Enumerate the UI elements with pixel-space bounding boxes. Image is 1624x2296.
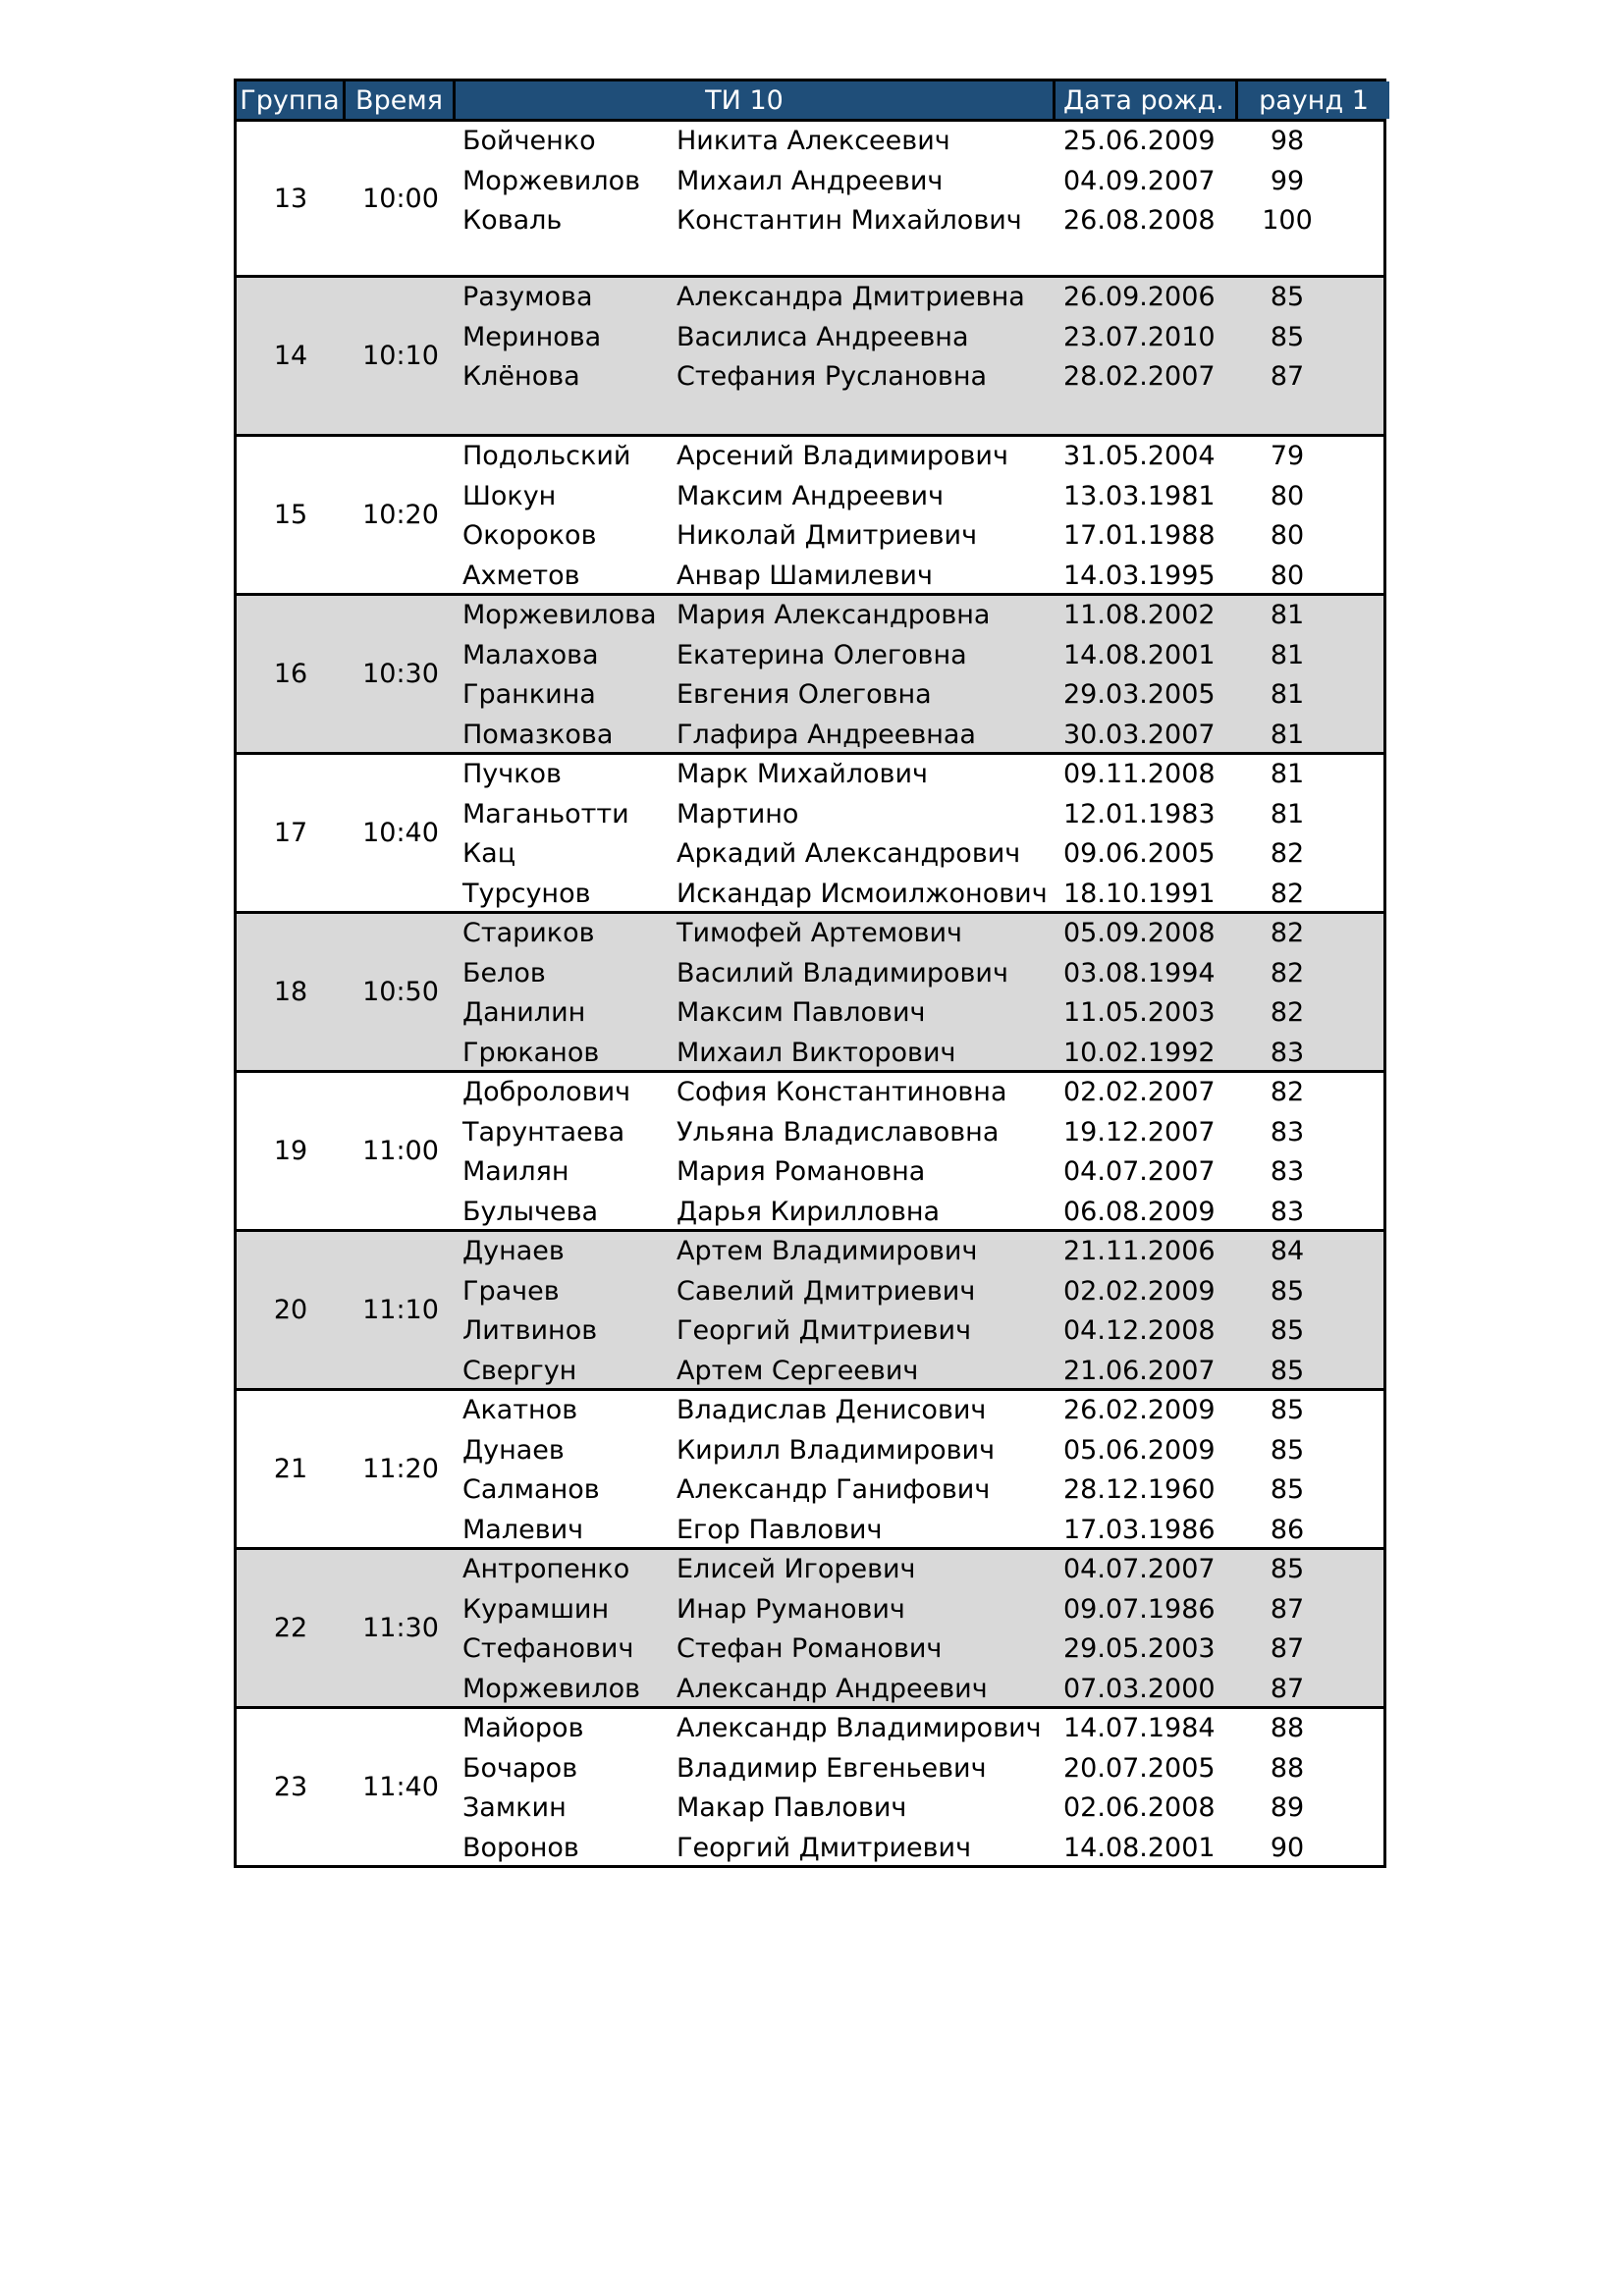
- round-score: 79: [1270, 441, 1305, 471]
- participant-surname: Булычева: [462, 1196, 599, 1227]
- table-row: [237, 278, 1383, 318]
- participant-birthdate: 17.03.1986: [1063, 1514, 1216, 1545]
- table-row: [237, 516, 1383, 557]
- participant-birthdate: 26.02.2009: [1063, 1395, 1216, 1425]
- participant-surname: Воронов: [462, 1832, 579, 1863]
- round-score: 81: [1270, 759, 1305, 789]
- participant-birthdate: 12.01.1983: [1063, 798, 1216, 829]
- table-row: [237, 1829, 1383, 1869]
- group-number: 14: [273, 341, 308, 371]
- participant-surname: Стефанович: [462, 1633, 634, 1664]
- group-block: [234, 1232, 1386, 1391]
- participant-name: Анвар Шамилевич: [677, 560, 933, 591]
- participant-surname: Курамшин: [462, 1593, 610, 1625]
- round-score: 87: [1270, 1673, 1305, 1704]
- round-score: 85: [1270, 321, 1305, 352]
- round-score: 83: [1270, 1116, 1305, 1148]
- round-score: 83: [1270, 1156, 1305, 1187]
- schedule-table: [234, 79, 1386, 1868]
- participant-name: Василий Владимирович: [677, 957, 1008, 988]
- group-time: 11:00: [362, 1136, 439, 1166]
- table-row: [237, 201, 1383, 241]
- round-score: 85: [1270, 1554, 1305, 1584]
- participant-surname: Ахметов: [462, 560, 580, 591]
- round-score: 83: [1270, 1037, 1305, 1068]
- participant-name: Георгий Дмитриевич: [677, 1315, 972, 1346]
- participant-birthdate: 19.12.2007: [1063, 1116, 1216, 1148]
- group-number: 20: [273, 1295, 308, 1325]
- participant-list: [237, 1709, 1383, 1868]
- participant-name: Егор Павлович: [677, 1514, 883, 1545]
- participant-name: Стефания Руслановна: [677, 361, 988, 392]
- participant-surname: Малевич: [462, 1514, 584, 1545]
- participant-birthdate: 29.05.2003: [1063, 1633, 1216, 1664]
- table-row: [237, 834, 1383, 875]
- participant-name: Василиса Андреевна: [677, 321, 969, 352]
- group-time: 11:20: [362, 1454, 439, 1484]
- table-row: [237, 596, 1383, 636]
- table-header: [234, 79, 1386, 122]
- round-score: 80: [1270, 560, 1305, 591]
- participant-surname: Шокун: [462, 480, 557, 511]
- table-row: [237, 636, 1383, 676]
- participant-birthdate: 04.12.2008: [1063, 1315, 1216, 1346]
- round-score: 85: [1270, 1315, 1305, 1346]
- participant-birthdate: 26.08.2008: [1063, 205, 1216, 236]
- round-score: 80: [1270, 520, 1305, 551]
- table-row: [237, 122, 1383, 162]
- participant-surname: Меринова: [462, 321, 602, 352]
- participant-surname: Грюканов: [462, 1037, 600, 1068]
- participant-name: Тимофей Артемович: [677, 918, 963, 948]
- round-score: 81: [1270, 639, 1305, 670]
- participant-birthdate: 05.06.2009: [1063, 1434, 1216, 1466]
- group-number: 17: [273, 818, 308, 848]
- participant-name: Кирилл Владимирович: [677, 1434, 996, 1466]
- group-number: 16: [273, 659, 308, 689]
- round-score: 85: [1270, 1275, 1305, 1307]
- groups-container: [234, 122, 1386, 1868]
- participant-name: Владислав Денисович: [677, 1395, 987, 1425]
- table-row: [237, 1034, 1383, 1074]
- round-score: 89: [1270, 1792, 1305, 1823]
- participant-name: Дарья Кирилловна: [677, 1196, 941, 1227]
- participant-name: Ульяна Владиславовна: [677, 1116, 1000, 1148]
- participant-birthdate: 09.07.1986: [1063, 1593, 1216, 1625]
- participant-birthdate: 20.07.2005: [1063, 1752, 1216, 1784]
- participant-name: Аркадий Александрович: [677, 838, 1021, 869]
- table-row: [237, 875, 1383, 915]
- table-row: [237, 755, 1383, 795]
- participant-surname: Турсунов: [462, 878, 591, 909]
- header-category: ТИ 10: [456, 81, 1056, 119]
- participant-name: Александр Ганифович: [677, 1474, 991, 1505]
- participant-name: Екатерина Олеговна: [677, 639, 967, 670]
- table-row: [237, 1193, 1383, 1233]
- participant-birthdate: 04.07.2007: [1063, 1554, 1216, 1584]
- participant-surname: Замкин: [462, 1792, 567, 1823]
- table-row: [237, 1391, 1383, 1431]
- participant-name: Михаил Андреевич: [677, 165, 944, 196]
- group-block: [234, 1550, 1386, 1709]
- participant-surname: Акатнов: [462, 1395, 578, 1425]
- participant-name: Макар Павлович: [677, 1792, 907, 1823]
- round-score: 82: [1270, 957, 1305, 988]
- table-row: [237, 1152, 1383, 1193]
- group-number: 13: [273, 183, 308, 214]
- participant-surname: Майоров: [462, 1713, 584, 1743]
- round-score: 87: [1270, 1593, 1305, 1625]
- group-time: 10:40: [362, 818, 439, 848]
- participant-surname: Гранкина: [462, 679, 596, 710]
- group-time: 11:30: [362, 1613, 439, 1643]
- table-row: [237, 1352, 1383, 1392]
- participant-name: Марк Михайлович: [677, 759, 928, 789]
- table-row: [237, 1629, 1383, 1670]
- participant-surname: Литвинов: [462, 1315, 598, 1346]
- participant-birthdate: 06.08.2009: [1063, 1196, 1216, 1227]
- participant-birthdate: 21.06.2007: [1063, 1355, 1216, 1386]
- participant-name: София Константиновна: [677, 1077, 1007, 1107]
- round-score: 82: [1270, 878, 1305, 909]
- group-time: 11:10: [362, 1295, 439, 1325]
- participant-name: Александр Владимирович: [677, 1713, 1042, 1743]
- round-score: 85: [1270, 1395, 1305, 1425]
- participant-name: Инар Руманович: [677, 1593, 905, 1625]
- table-row: [237, 1311, 1383, 1352]
- header-group: Группа: [237, 81, 346, 119]
- header-time: Время: [346, 81, 456, 119]
- round-score: 85: [1270, 1474, 1305, 1505]
- group-block: [234, 1709, 1386, 1868]
- round-score: 82: [1270, 838, 1305, 869]
- participant-surname: Дунаев: [462, 1236, 565, 1266]
- participant-surname: Добролович: [462, 1077, 631, 1107]
- group-number: 15: [273, 500, 308, 530]
- participant-birthdate: 21.11.2006: [1063, 1236, 1216, 1266]
- group-time: 10:00: [362, 183, 439, 214]
- round-score: 81: [1270, 600, 1305, 630]
- group-time: 10:50: [362, 977, 439, 1007]
- participant-list: [237, 1073, 1383, 1232]
- group-block: [234, 1073, 1386, 1232]
- group-block: [234, 278, 1386, 437]
- table-row: [237, 477, 1383, 517]
- round-score: 85: [1270, 282, 1305, 312]
- table-row: [237, 1789, 1383, 1829]
- participant-name: Мария Романовна: [677, 1156, 926, 1187]
- participant-birthdate: 04.09.2007: [1063, 165, 1216, 196]
- participant-name: Максим Андреевич: [677, 480, 945, 511]
- round-score: 85: [1270, 1434, 1305, 1466]
- round-score: 84: [1270, 1236, 1305, 1266]
- round-score: 88: [1270, 1752, 1305, 1784]
- participant-birthdate: 30.03.2007: [1063, 719, 1216, 750]
- group-number: 18: [273, 977, 308, 1007]
- participant-surname: Клёнова: [462, 361, 580, 392]
- table-row: [237, 437, 1383, 477]
- participant-name: Артем Сергеевич: [677, 1355, 919, 1386]
- participant-list: [237, 278, 1383, 398]
- participant-birthdate: 14.08.2001: [1063, 639, 1216, 670]
- participant-name: Глафира Андреевнаа: [677, 719, 976, 750]
- table-row: [237, 954, 1383, 994]
- participant-birthdate: 14.03.1995: [1063, 560, 1216, 591]
- round-score: 88: [1270, 1713, 1305, 1743]
- participant-surname: Дунаев: [462, 1434, 565, 1466]
- participant-list: [237, 755, 1383, 914]
- table-row: [237, 318, 1383, 358]
- participant-birthdate: 05.09.2008: [1063, 918, 1216, 948]
- participant-list: [237, 1232, 1383, 1391]
- group-time: 10:20: [362, 500, 439, 530]
- participant-birthdate: 04.07.2007: [1063, 1156, 1216, 1187]
- participant-name: Искандар Исмоилжонович: [677, 878, 1048, 909]
- participant-birthdate: 11.05.2003: [1063, 997, 1216, 1028]
- round-score: 82: [1270, 997, 1305, 1028]
- participant-birthdate: 14.07.1984: [1063, 1713, 1216, 1743]
- group-time: 11:40: [362, 1772, 439, 1802]
- table-row: [237, 914, 1383, 954]
- participant-birthdate: 07.03.2000: [1063, 1673, 1216, 1704]
- round-score: 99: [1270, 165, 1305, 196]
- participant-birthdate: 28.12.1960: [1063, 1474, 1216, 1505]
- participant-surname: Данилин: [462, 997, 586, 1028]
- table-row: [237, 1113, 1383, 1153]
- participant-name: Артем Владимирович: [677, 1236, 978, 1266]
- participant-birthdate: 13.03.1981: [1063, 480, 1216, 511]
- round-score: 81: [1270, 719, 1305, 750]
- participant-name: Елисей Игоревич: [677, 1554, 916, 1584]
- participant-name: Владимир Евгеньевич: [677, 1752, 987, 1784]
- round-score: 81: [1270, 798, 1305, 829]
- group-block: [234, 755, 1386, 914]
- header-round: раунд 1: [1238, 81, 1389, 119]
- table-row: [237, 1590, 1383, 1630]
- group-time: 10:30: [362, 659, 439, 689]
- participant-birthdate: 09.11.2008: [1063, 759, 1216, 789]
- participant-list: [237, 122, 1383, 241]
- group-time: 10:10: [362, 341, 439, 371]
- participant-surname: Разумова: [462, 282, 593, 312]
- participant-birthdate: 14.08.2001: [1063, 1832, 1216, 1863]
- participant-surname: Маганьотти: [462, 798, 629, 829]
- round-score: 100: [1262, 205, 1313, 236]
- participant-surname: Антропенко: [462, 1554, 630, 1584]
- group-block: [234, 122, 1386, 278]
- participant-name: Никита Алексеевич: [677, 126, 950, 156]
- participant-birthdate: 28.02.2007: [1063, 361, 1216, 392]
- group-number: 23: [273, 1772, 308, 1802]
- participant-birthdate: 18.10.1991: [1063, 878, 1216, 909]
- participant-name: Мартино: [677, 798, 799, 829]
- table-row: [237, 1272, 1383, 1312]
- participant-name: Константин Михайлович: [677, 205, 1022, 236]
- table-row: [237, 357, 1383, 398]
- participant-birthdate: 02.02.2009: [1063, 1275, 1216, 1307]
- participant-birthdate: 26.09.2006: [1063, 282, 1216, 312]
- participant-surname: Подольский: [462, 441, 631, 471]
- participant-birthdate: 29.03.2005: [1063, 679, 1216, 710]
- group-block: [234, 1391, 1386, 1550]
- round-score: 81: [1270, 679, 1305, 710]
- group-block: [234, 596, 1386, 755]
- participant-surname: Грачев: [462, 1275, 560, 1307]
- round-score: 80: [1270, 480, 1305, 511]
- table-row: [237, 1431, 1383, 1471]
- table-row: [237, 1670, 1383, 1710]
- participant-birthdate: 17.01.1988: [1063, 520, 1216, 551]
- header-birthdate: Дата рожд.: [1056, 81, 1238, 119]
- table-row: [237, 795, 1383, 835]
- participant-birthdate: 25.06.2009: [1063, 126, 1216, 156]
- round-score: 83: [1270, 1196, 1305, 1227]
- participant-surname: Бочаров: [462, 1752, 578, 1784]
- round-score: 98: [1270, 126, 1305, 156]
- participant-name: Евгения Олеговна: [677, 679, 932, 710]
- table-row: [237, 675, 1383, 716]
- participant-list: [237, 437, 1383, 596]
- participant-name: Максим Павлович: [677, 997, 926, 1028]
- round-score: 87: [1270, 1633, 1305, 1664]
- round-score: 82: [1270, 918, 1305, 948]
- table-row: [237, 1470, 1383, 1511]
- group-block: [234, 437, 1386, 596]
- table-row: [237, 1511, 1383, 1551]
- table-row: [237, 993, 1383, 1034]
- participant-surname: Белов: [462, 957, 546, 988]
- group-number: 22: [273, 1613, 308, 1643]
- table-row: [237, 1073, 1383, 1113]
- round-score: 85: [1270, 1355, 1305, 1386]
- participant-name: Николай Дмитриевич: [677, 520, 978, 551]
- participant-birthdate: 09.06.2005: [1063, 838, 1216, 869]
- table-row: [237, 1709, 1383, 1749]
- participant-name: Арсений Владимирович: [677, 441, 1008, 471]
- participant-surname: Моржевилов: [462, 165, 641, 196]
- participant-name: Михаил Викторович: [677, 1037, 956, 1068]
- participant-surname: Стариков: [462, 918, 595, 948]
- table-row: [237, 1749, 1383, 1789]
- participant-surname: Тарунтаева: [462, 1116, 625, 1148]
- participant-birthdate: 31.05.2004: [1063, 441, 1216, 471]
- table-row: [237, 1232, 1383, 1272]
- group-block: [234, 914, 1386, 1073]
- participant-birthdate: 23.07.2010: [1063, 321, 1216, 352]
- participant-list: [237, 1550, 1383, 1709]
- round-score: 87: [1270, 361, 1305, 392]
- participant-birthdate: 02.06.2008: [1063, 1792, 1216, 1823]
- participant-name: Мария Александровна: [677, 600, 991, 630]
- participant-surname: Помазкова: [462, 719, 614, 750]
- participant-surname: Кац: [462, 838, 516, 869]
- participant-surname: Маилян: [462, 1156, 569, 1187]
- participant-surname: Малахова: [462, 639, 599, 670]
- participant-birthdate: 02.02.2007: [1063, 1077, 1216, 1107]
- group-number: 19: [273, 1136, 308, 1166]
- participant-name: Стефан Романович: [677, 1633, 943, 1664]
- participant-birthdate: 11.08.2002: [1063, 600, 1216, 630]
- participant-birthdate: 03.08.1994: [1063, 957, 1216, 988]
- participant-surname: Пучков: [462, 759, 562, 789]
- participant-list: [237, 1391, 1383, 1550]
- table-row: [237, 162, 1383, 202]
- round-score: 86: [1270, 1514, 1305, 1545]
- table-row: [237, 716, 1383, 756]
- round-score: 82: [1270, 1077, 1305, 1107]
- participant-name: Александр Андреевич: [677, 1673, 988, 1704]
- table-row: [237, 557, 1383, 597]
- participant-surname: Салманов: [462, 1474, 600, 1505]
- round-score: 90: [1270, 1832, 1305, 1863]
- participant-name: Савелий Дмитриевич: [677, 1275, 976, 1307]
- participant-surname: Бойченко: [462, 126, 596, 156]
- participant-name: Георгий Дмитриевич: [677, 1832, 972, 1863]
- table-row: [237, 1550, 1383, 1590]
- participant-surname: Моржевилова: [462, 600, 657, 630]
- participant-list: [237, 914, 1383, 1073]
- participant-birthdate: 10.02.1992: [1063, 1037, 1216, 1068]
- participant-name: Александра Дмитриевна: [677, 282, 1025, 312]
- participant-list: [237, 596, 1383, 755]
- participant-surname: Окороков: [462, 520, 597, 551]
- participant-surname: Свергун: [462, 1355, 577, 1386]
- participant-surname: Моржевилов: [462, 1673, 641, 1704]
- participant-surname: Коваль: [462, 205, 563, 236]
- group-number: 21: [273, 1454, 308, 1484]
